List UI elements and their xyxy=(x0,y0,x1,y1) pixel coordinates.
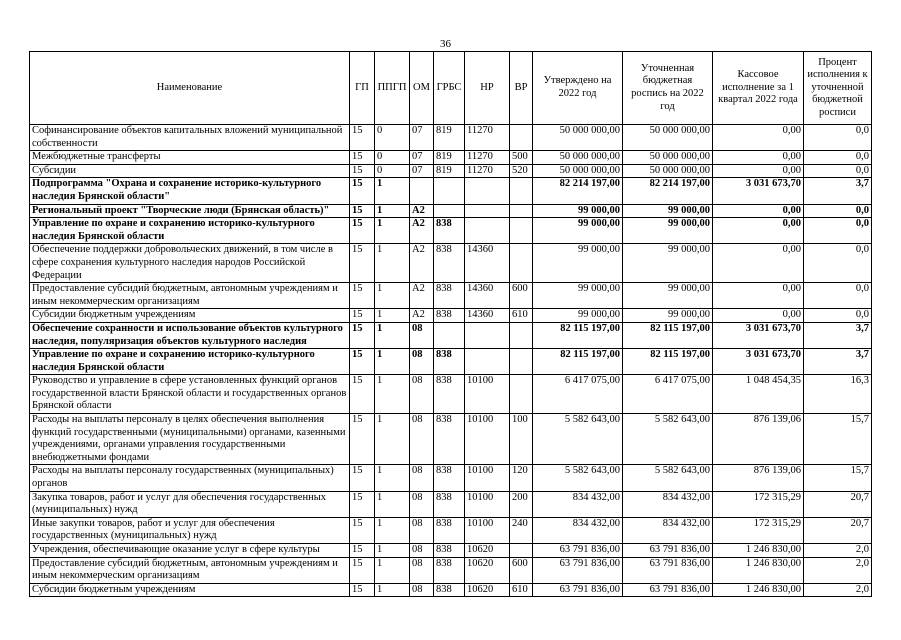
cell-grbs: 838 xyxy=(434,544,465,558)
cell-percent: 2,0 xyxy=(804,557,872,583)
cell-nr: 11270 xyxy=(465,151,510,165)
cell-cash: 0,00 xyxy=(713,151,804,165)
cell-refined: 50 000 000,00 xyxy=(623,125,713,151)
table-row xyxy=(30,283,872,309)
header-row xyxy=(30,52,872,125)
cell-om: 08 xyxy=(410,557,434,583)
cell-name: Предоставление субсидий бюджетным, автономным учреждениям и иным некоммерческим организациям xyxy=(30,283,350,309)
cell-cash: 1 246 830,00 xyxy=(713,583,804,597)
header-om: ОМ xyxy=(410,52,434,125)
cell-cash: 0,00 xyxy=(713,125,804,151)
table-row xyxy=(30,244,872,283)
header-gp: ГП xyxy=(350,52,375,125)
cell-om: 08 xyxy=(410,544,434,558)
cell-grbs: 838 xyxy=(434,218,465,244)
cell-percent: 16,3 xyxy=(804,375,872,414)
table-row xyxy=(30,375,872,414)
cell-cash: 172 315,29 xyxy=(713,491,804,517)
cell-refined: 5 582 643,00 xyxy=(623,414,713,465)
cell-approved: 5 582 643,00 xyxy=(533,465,623,491)
cell-approved: 82 214 197,00 xyxy=(533,178,623,204)
cell-refined: 50 000 000,00 xyxy=(623,151,713,165)
table-row xyxy=(30,218,872,244)
cell-nr: 14360 xyxy=(465,283,510,309)
cell-name: Расходы на выплаты персоналу государственных (муниципальных) органов xyxy=(30,465,350,491)
table-row xyxy=(30,544,872,558)
cell-approved: 99 000,00 xyxy=(533,283,623,309)
cell-approved: 82 115 197,00 xyxy=(533,322,623,348)
cell-percent: 3,7 xyxy=(804,178,872,204)
cell-ppgp: 1 xyxy=(375,244,410,283)
cell-name: Региональный проект "Творческие люди (Брянская область)" xyxy=(30,204,350,218)
cell-om: A2 xyxy=(410,218,434,244)
cell-om: 07 xyxy=(410,125,434,151)
cell-gp: 15 xyxy=(350,349,375,375)
cell-vr: 240 xyxy=(510,517,533,543)
cell-ppgp: 0 xyxy=(375,125,410,151)
cell-vr xyxy=(510,204,533,218)
cell-grbs: 819 xyxy=(434,151,465,165)
cell-approved: 63 791 836,00 xyxy=(533,544,623,558)
cell-name: Обеспечение сохранности и использование объектов культурного наследия, популяризация объектов культурного наследия xyxy=(30,322,350,348)
cell-vr: 520 xyxy=(510,164,533,178)
cell-ppgp: 1 xyxy=(375,583,410,597)
cell-vr xyxy=(510,244,533,283)
cell-name: Управление по охране и сохранению историко-культурного наследия Брянской области xyxy=(30,218,350,244)
cell-nr: 10100 xyxy=(465,491,510,517)
cell-nr: 10100 xyxy=(465,517,510,543)
cell-vr: 600 xyxy=(510,557,533,583)
cell-gp: 15 xyxy=(350,178,375,204)
table-row xyxy=(30,125,872,151)
cell-name: Межбюджетные трансферты xyxy=(30,151,350,165)
cell-grbs: 838 xyxy=(434,309,465,323)
cell-refined: 63 791 836,00 xyxy=(623,557,713,583)
cell-approved: 6 417 075,00 xyxy=(533,375,623,414)
cell-name: Субсидии бюджетным учреждениям xyxy=(30,583,350,597)
cell-om: 08 xyxy=(410,465,434,491)
header-name: Наименование xyxy=(30,52,350,125)
table-row xyxy=(30,322,872,348)
cell-refined: 99 000,00 xyxy=(623,244,713,283)
cell-vr: 600 xyxy=(510,283,533,309)
cell-grbs xyxy=(434,322,465,348)
cell-approved: 99 000,00 xyxy=(533,309,623,323)
cell-grbs xyxy=(434,178,465,204)
cell-gp: 15 xyxy=(350,218,375,244)
cell-approved: 834 432,00 xyxy=(533,491,623,517)
cell-percent: 3,7 xyxy=(804,349,872,375)
cell-cash: 3 031 673,70 xyxy=(713,322,804,348)
cell-gp: 15 xyxy=(350,517,375,543)
cell-grbs: 838 xyxy=(434,349,465,375)
cell-name: Субсидии бюджетным учреждениям xyxy=(30,309,350,323)
cell-name: Софинансирование объектов капитальных вложений муниципальной собственности xyxy=(30,125,350,151)
cell-om: A2 xyxy=(410,244,434,283)
cell-nr xyxy=(465,178,510,204)
cell-om: 08 xyxy=(410,583,434,597)
cell-percent: 0,0 xyxy=(804,244,872,283)
cell-percent: 2,0 xyxy=(804,544,872,558)
cell-name: Руководство и управление в сфере установленных функций органов государственной власти Брянской области и государственных органов Брянской области xyxy=(30,375,350,414)
cell-name: Управление по охране и сохранению историко-культурного наследия Брянской области xyxy=(30,349,350,375)
cell-percent: 2,0 xyxy=(804,583,872,597)
cell-ppgp: 1 xyxy=(375,557,410,583)
cell-approved: 50 000 000,00 xyxy=(533,151,623,165)
cell-gp: 15 xyxy=(350,309,375,323)
cell-name: Закупка товаров, работ и услуг для обеспечения государственных (муниципальных) нужд xyxy=(30,491,350,517)
cell-refined: 82 115 197,00 xyxy=(623,349,713,375)
cell-percent: 0,0 xyxy=(804,151,872,165)
cell-gp: 15 xyxy=(350,164,375,178)
cell-cash: 1 048 454,35 xyxy=(713,375,804,414)
cell-percent: 20,7 xyxy=(804,491,872,517)
cell-grbs: 838 xyxy=(434,465,465,491)
cell-om: 07 xyxy=(410,151,434,165)
cell-vr: 120 xyxy=(510,465,533,491)
cell-cash: 1 246 830,00 xyxy=(713,557,804,583)
cell-ppgp: 1 xyxy=(375,517,410,543)
header-vr: ВР xyxy=(510,52,533,125)
cell-vr xyxy=(510,125,533,151)
table-row xyxy=(30,414,872,465)
cell-om: 08 xyxy=(410,375,434,414)
cell-cash: 172 315,29 xyxy=(713,517,804,543)
cell-approved: 63 791 836,00 xyxy=(533,583,623,597)
cell-cash: 0,00 xyxy=(713,309,804,323)
table-row xyxy=(30,465,872,491)
cell-gp: 15 xyxy=(350,491,375,517)
cell-vr xyxy=(510,375,533,414)
table-row xyxy=(30,164,872,178)
table-row xyxy=(30,204,872,218)
cell-om: 07 xyxy=(410,164,434,178)
cell-ppgp: 1 xyxy=(375,283,410,309)
cell-percent: 0,0 xyxy=(804,164,872,178)
cell-approved: 50 000 000,00 xyxy=(533,164,623,178)
cell-vr: 100 xyxy=(510,414,533,465)
cell-cash: 0,00 xyxy=(713,218,804,244)
table-row xyxy=(30,583,872,597)
cell-nr: 10100 xyxy=(465,375,510,414)
cell-refined: 99 000,00 xyxy=(623,204,713,218)
cell-vr: 610 xyxy=(510,309,533,323)
cell-grbs: 838 xyxy=(434,244,465,283)
cell-om: A2 xyxy=(410,204,434,218)
table-body xyxy=(30,125,872,597)
cell-cash: 0,00 xyxy=(713,164,804,178)
cell-approved: 99 000,00 xyxy=(533,204,623,218)
cell-nr: 14360 xyxy=(465,309,510,323)
budget-execution-table xyxy=(29,51,872,597)
cell-ppgp: 1 xyxy=(375,204,410,218)
header-percent: Процент исполнения к уточненной бюджетной росписи xyxy=(804,52,872,125)
cell-name: Предоставление субсидий бюджетным, автономным учреждениям и иным некоммерческим организациям xyxy=(30,557,350,583)
header-ppgp: ППГП xyxy=(375,52,410,125)
cell-grbs: 819 xyxy=(434,125,465,151)
cell-refined: 63 791 836,00 xyxy=(623,544,713,558)
cell-om: 08 xyxy=(410,414,434,465)
cell-vr: 500 xyxy=(510,151,533,165)
table-row xyxy=(30,151,872,165)
cell-gp: 15 xyxy=(350,583,375,597)
cell-ppgp: 1 xyxy=(375,178,410,204)
cell-percent: 0,0 xyxy=(804,309,872,323)
header-grbs: ГРБС xyxy=(434,52,465,125)
cell-grbs: 838 xyxy=(434,583,465,597)
cell-om: 08 xyxy=(410,491,434,517)
cell-vr xyxy=(510,322,533,348)
table-row xyxy=(30,517,872,543)
cell-nr: 10100 xyxy=(465,414,510,465)
cell-gp: 15 xyxy=(350,151,375,165)
cell-refined: 63 791 836,00 xyxy=(623,583,713,597)
cell-om: A2 xyxy=(410,283,434,309)
cell-name: Иные закупки товаров, работ и услуг для обеспечения государственных (муниципальных) нужд xyxy=(30,517,350,543)
cell-cash: 0,00 xyxy=(713,204,804,218)
cell-name: Субсидии xyxy=(30,164,350,178)
cell-grbs: 838 xyxy=(434,517,465,543)
cell-grbs: 819 xyxy=(434,164,465,178)
table-row xyxy=(30,491,872,517)
cell-cash: 876 139,06 xyxy=(713,414,804,465)
cell-grbs: 838 xyxy=(434,491,465,517)
cell-vr xyxy=(510,544,533,558)
cell-om: 08 xyxy=(410,349,434,375)
cell-nr xyxy=(465,218,510,244)
cell-nr: 14360 xyxy=(465,244,510,283)
cell-percent: 0,0 xyxy=(804,125,872,151)
cell-refined: 99 000,00 xyxy=(623,218,713,244)
cell-cash: 0,00 xyxy=(713,244,804,283)
cell-approved: 99 000,00 xyxy=(533,244,623,283)
cell-ppgp: 0 xyxy=(375,151,410,165)
cell-gp: 15 xyxy=(350,465,375,491)
cell-ppgp: 1 xyxy=(375,349,410,375)
cell-percent: 15,7 xyxy=(804,465,872,491)
cell-refined: 82 115 197,00 xyxy=(623,322,713,348)
cell-nr: 10620 xyxy=(465,583,510,597)
header-approved: Утверждено на 2022 год xyxy=(533,52,623,125)
cell-ppgp: 1 xyxy=(375,491,410,517)
cell-cash: 0,00 xyxy=(713,283,804,309)
cell-cash: 1 246 830,00 xyxy=(713,544,804,558)
cell-vr xyxy=(510,349,533,375)
cell-grbs: 838 xyxy=(434,375,465,414)
cell-refined: 99 000,00 xyxy=(623,309,713,323)
cell-refined: 82 214 197,00 xyxy=(623,178,713,204)
cell-vr: 610 xyxy=(510,583,533,597)
cell-nr xyxy=(465,349,510,375)
cell-ppgp: 1 xyxy=(375,218,410,244)
cell-ppgp: 1 xyxy=(375,414,410,465)
cell-name: Подпрограмма "Охрана и сохранение историко-культурного наследия Брянской области" xyxy=(30,178,350,204)
cell-ppgp: 1 xyxy=(375,322,410,348)
cell-name: Расходы на выплаты персоналу в целях обеспечения выполнения функций государственными (муниципальными) органами, казенными учреждениями, органами управления государственными внебюджетными фондами xyxy=(30,414,350,465)
cell-gp: 15 xyxy=(350,414,375,465)
cell-vr xyxy=(510,218,533,244)
cell-nr: 11270 xyxy=(465,125,510,151)
cell-approved: 99 000,00 xyxy=(533,218,623,244)
cell-refined: 834 432,00 xyxy=(623,491,713,517)
cell-grbs xyxy=(434,204,465,218)
cell-percent: 20,7 xyxy=(804,517,872,543)
cell-approved: 63 791 836,00 xyxy=(533,557,623,583)
cell-gp: 15 xyxy=(350,283,375,309)
cell-refined: 834 432,00 xyxy=(623,517,713,543)
cell-ppgp: 1 xyxy=(375,375,410,414)
cell-ppgp: 1 xyxy=(375,309,410,323)
header-refined: Уточненная бюджетная роспись на 2022 год xyxy=(623,52,713,125)
cell-gp: 15 xyxy=(350,204,375,218)
table-row xyxy=(30,178,872,204)
cell-ppgp: 0 xyxy=(375,164,410,178)
cell-refined: 5 582 643,00 xyxy=(623,465,713,491)
cell-grbs: 838 xyxy=(434,283,465,309)
page-number: 36 xyxy=(440,38,451,50)
cell-nr: 10620 xyxy=(465,544,510,558)
cell-grbs: 838 xyxy=(434,557,465,583)
cell-om: 08 xyxy=(410,517,434,543)
cell-cash: 876 139,06 xyxy=(713,465,804,491)
cell-grbs: 838 xyxy=(434,414,465,465)
cell-refined: 99 000,00 xyxy=(623,283,713,309)
cell-nr: 11270 xyxy=(465,164,510,178)
cell-approved: 50 000 000,00 xyxy=(533,125,623,151)
table-row xyxy=(30,349,872,375)
cell-percent: 15,7 xyxy=(804,414,872,465)
cell-cash: 3 031 673,70 xyxy=(713,349,804,375)
cell-percent: 3,7 xyxy=(804,322,872,348)
cell-percent: 0,0 xyxy=(804,218,872,244)
header-cash: Кассовое исполнение за 1 квартал 2022 года xyxy=(713,52,804,125)
cell-nr xyxy=(465,322,510,348)
cell-om: 08 xyxy=(410,322,434,348)
cell-nr: 10100 xyxy=(465,465,510,491)
header-nr: НР xyxy=(465,52,510,125)
cell-ppgp: 1 xyxy=(375,544,410,558)
cell-cash: 3 031 673,70 xyxy=(713,178,804,204)
cell-gp: 15 xyxy=(350,244,375,283)
cell-gp: 15 xyxy=(350,322,375,348)
cell-name: Учреждения, обеспечивающие оказание услуг в сфере культуры xyxy=(30,544,350,558)
cell-nr xyxy=(465,204,510,218)
cell-name: Обеспечение поддержки добровольческих движений, в том числе в сфере сохранения культурного наследия народов Российской Федерации xyxy=(30,244,350,283)
cell-percent: 0,0 xyxy=(804,283,872,309)
cell-ppgp: 1 xyxy=(375,465,410,491)
cell-percent: 0,0 xyxy=(804,204,872,218)
cell-approved: 834 432,00 xyxy=(533,517,623,543)
cell-approved: 82 115 197,00 xyxy=(533,349,623,375)
cell-refined: 50 000 000,00 xyxy=(623,164,713,178)
cell-refined: 6 417 075,00 xyxy=(623,375,713,414)
table-row xyxy=(30,309,872,323)
cell-gp: 15 xyxy=(350,375,375,414)
cell-vr: 200 xyxy=(510,491,533,517)
cell-gp: 15 xyxy=(350,544,375,558)
cell-gp: 15 xyxy=(350,557,375,583)
cell-vr xyxy=(510,178,533,204)
cell-approved: 5 582 643,00 xyxy=(533,414,623,465)
cell-om: A2 xyxy=(410,309,434,323)
cell-gp: 15 xyxy=(350,125,375,151)
table-row xyxy=(30,557,872,583)
cell-om xyxy=(410,178,434,204)
cell-nr: 10620 xyxy=(465,557,510,583)
